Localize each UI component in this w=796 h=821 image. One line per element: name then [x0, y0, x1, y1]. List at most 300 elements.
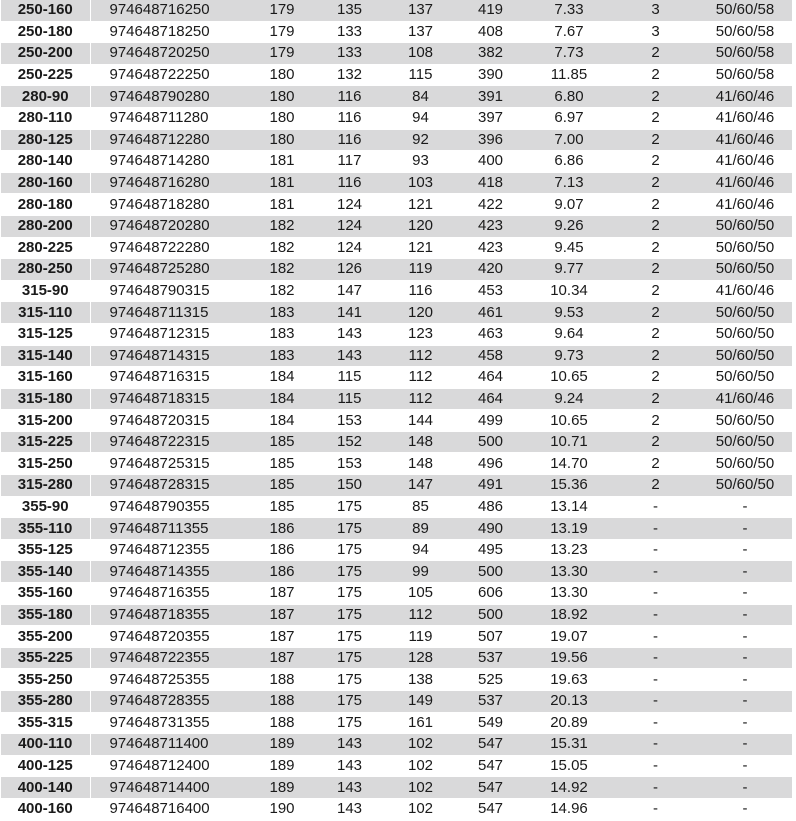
dim-a-cell: 183	[250, 323, 314, 345]
article-number-cell: 974648790355	[90, 496, 250, 518]
size-cell: 280-110	[1, 107, 90, 129]
dim-c-cell: 119	[385, 626, 456, 648]
size-cell: 400-125	[1, 755, 90, 777]
article-number-cell: 974648718315	[90, 388, 250, 410]
table-row	[1, 647, 792, 669]
count-cell: -	[613, 583, 698, 605]
ratio-cell: 50/60/50	[698, 345, 792, 367]
dim-a-cell: 186	[250, 561, 314, 583]
dim-c-cell: 148	[385, 431, 456, 453]
count-cell: 2	[613, 172, 698, 194]
size-cell: 315-110	[1, 302, 90, 324]
weight-cell: 9.73	[525, 345, 613, 367]
table-row	[1, 712, 792, 734]
dim-a-cell: 185	[250, 453, 314, 475]
dim-d-cell: 549	[456, 712, 525, 734]
ratio-cell: 50/60/50	[698, 237, 792, 259]
size-cell: 315-90	[1, 280, 90, 302]
dim-b-cell: 124	[314, 237, 385, 259]
ratio-cell: -	[698, 647, 792, 669]
count-cell: -	[613, 777, 698, 799]
size-cell: 355-90	[1, 496, 90, 518]
weight-cell: 7.00	[525, 129, 613, 151]
dim-b-cell: 124	[314, 215, 385, 237]
article-number-cell: 974648722280	[90, 237, 250, 259]
dim-a-cell: 186	[250, 539, 314, 561]
dim-a-cell: 182	[250, 237, 314, 259]
ratio-cell: 50/60/58	[698, 43, 792, 65]
ratio-cell: 50/60/58	[698, 0, 792, 21]
article-number-cell: 974648714355	[90, 561, 250, 583]
size-cell: 280-180	[1, 194, 90, 216]
dim-a-cell: 181	[250, 194, 314, 216]
article-number-cell: 974648716280	[90, 172, 250, 194]
ratio-cell: -	[698, 777, 792, 799]
ratio-cell: -	[698, 518, 792, 540]
dim-d-cell: 499	[456, 410, 525, 432]
weight-cell: 10.65	[525, 367, 613, 389]
count-cell: 2	[613, 453, 698, 475]
table-row	[1, 43, 792, 65]
dim-b-cell: 153	[314, 453, 385, 475]
weight-cell: 10.65	[525, 410, 613, 432]
size-cell: 315-225	[1, 431, 90, 453]
dim-d-cell: 453	[456, 280, 525, 302]
dim-b-cell: 135	[314, 0, 385, 21]
size-cell: 355-160	[1, 583, 90, 605]
weight-cell: 9.24	[525, 388, 613, 410]
weight-cell: 18.92	[525, 604, 613, 626]
size-cell: 250-180	[1, 21, 90, 43]
dim-c-cell: 108	[385, 43, 456, 65]
weight-cell: 15.36	[525, 475, 613, 497]
dim-a-cell: 179	[250, 43, 314, 65]
dim-b-cell: 133	[314, 21, 385, 43]
count-cell: -	[613, 734, 698, 756]
article-number-cell: 974648712355	[90, 539, 250, 561]
dim-d-cell: 458	[456, 345, 525, 367]
weight-cell: 14.70	[525, 453, 613, 475]
dim-d-cell: 547	[456, 798, 525, 820]
ratio-cell: -	[698, 691, 792, 713]
count-cell: 2	[613, 237, 698, 259]
dim-d-cell: 537	[456, 647, 525, 669]
dim-d-cell: 408	[456, 21, 525, 43]
dim-d-cell: 491	[456, 475, 525, 497]
article-number-cell: 974648711315	[90, 302, 250, 324]
ratio-cell: 50/60/50	[698, 367, 792, 389]
size-cell: 355-125	[1, 539, 90, 561]
table-row	[1, 323, 792, 345]
dim-c-cell: 161	[385, 712, 456, 734]
ratio-cell: 41/60/46	[698, 86, 792, 108]
article-number-cell: 974648712315	[90, 323, 250, 345]
article-number-cell: 974648716400	[90, 798, 250, 820]
size-cell: 355-250	[1, 669, 90, 691]
weight-cell: 7.73	[525, 43, 613, 65]
dim-c-cell: 94	[385, 539, 456, 561]
table-row	[1, 259, 792, 281]
weight-cell: 9.64	[525, 323, 613, 345]
ratio-cell: -	[698, 583, 792, 605]
size-cell: 355-280	[1, 691, 90, 713]
count-cell: 2	[613, 367, 698, 389]
table-row	[1, 151, 792, 173]
weight-cell: 10.71	[525, 431, 613, 453]
weight-cell: 19.56	[525, 647, 613, 669]
weight-cell: 20.89	[525, 712, 613, 734]
ratio-cell: 41/60/46	[698, 151, 792, 173]
table-row	[1, 107, 792, 129]
table-row	[1, 194, 792, 216]
ratio-cell: 41/60/46	[698, 280, 792, 302]
weight-cell: 20.13	[525, 691, 613, 713]
table-row	[1, 518, 792, 540]
count-cell: 2	[613, 215, 698, 237]
count-cell: 2	[613, 323, 698, 345]
dim-d-cell: 486	[456, 496, 525, 518]
dim-c-cell: 103	[385, 172, 456, 194]
dim-b-cell: 143	[314, 734, 385, 756]
article-number-cell: 974648722315	[90, 431, 250, 453]
table-row	[1, 431, 792, 453]
ratio-cell: 50/60/50	[698, 323, 792, 345]
dim-c-cell: 94	[385, 107, 456, 129]
table-row	[1, 280, 792, 302]
article-number-cell: 974648718280	[90, 194, 250, 216]
table-row	[1, 777, 792, 799]
size-cell: 355-200	[1, 626, 90, 648]
article-number-cell: 974648714315	[90, 345, 250, 367]
article-number-cell: 974648790280	[90, 86, 250, 108]
dim-d-cell: 396	[456, 129, 525, 151]
dim-a-cell: 183	[250, 345, 314, 367]
dim-c-cell: 147	[385, 475, 456, 497]
count-cell: 2	[613, 388, 698, 410]
dim-c-cell: 115	[385, 64, 456, 86]
size-cell: 280-140	[1, 151, 90, 173]
weight-cell: 9.26	[525, 215, 613, 237]
ratio-cell: 50/60/58	[698, 21, 792, 43]
count-cell: 2	[613, 345, 698, 367]
weight-cell: 7.13	[525, 172, 613, 194]
dim-d-cell: 390	[456, 64, 525, 86]
dim-a-cell: 188	[250, 712, 314, 734]
article-number-cell: 974648731355	[90, 712, 250, 734]
table-row	[1, 215, 792, 237]
count-cell: 2	[613, 129, 698, 151]
ratio-cell: 50/60/50	[698, 302, 792, 324]
weight-cell: 11.85	[525, 64, 613, 86]
dim-b-cell: 175	[314, 691, 385, 713]
count-cell: -	[613, 647, 698, 669]
size-cell: 315-140	[1, 345, 90, 367]
dim-a-cell: 180	[250, 129, 314, 151]
ratio-cell: -	[698, 734, 792, 756]
count-cell: 3	[613, 0, 698, 21]
table-row	[1, 64, 792, 86]
dim-a-cell: 180	[250, 107, 314, 129]
table-row	[1, 367, 792, 389]
table-row	[1, 0, 792, 21]
dim-d-cell: 500	[456, 431, 525, 453]
dim-b-cell: 143	[314, 323, 385, 345]
dim-d-cell: 422	[456, 194, 525, 216]
dim-c-cell: 99	[385, 561, 456, 583]
count-cell: -	[613, 518, 698, 540]
ratio-cell: 41/60/46	[698, 107, 792, 129]
weight-cell: 7.67	[525, 21, 613, 43]
dim-d-cell: 490	[456, 518, 525, 540]
weight-cell: 13.14	[525, 496, 613, 518]
dim-c-cell: 112	[385, 604, 456, 626]
ratio-cell: 50/60/50	[698, 410, 792, 432]
table-row	[1, 626, 792, 648]
dim-c-cell: 102	[385, 798, 456, 820]
table-row	[1, 302, 792, 324]
table-row	[1, 345, 792, 367]
count-cell: -	[613, 496, 698, 518]
table-row	[1, 691, 792, 713]
dim-d-cell: 547	[456, 734, 525, 756]
table-row	[1, 755, 792, 777]
weight-cell: 15.05	[525, 755, 613, 777]
dim-b-cell: 143	[314, 798, 385, 820]
dim-b-cell: 116	[314, 86, 385, 108]
count-cell: 2	[613, 259, 698, 281]
table-row	[1, 734, 792, 756]
size-cell: 250-200	[1, 43, 90, 65]
dim-a-cell: 188	[250, 669, 314, 691]
count-cell: 2	[613, 151, 698, 173]
dim-d-cell: 496	[456, 453, 525, 475]
count-cell: 3	[613, 21, 698, 43]
dim-b-cell: 153	[314, 410, 385, 432]
dim-b-cell: 116	[314, 107, 385, 129]
article-number-cell: 974648720250	[90, 43, 250, 65]
dim-c-cell: 138	[385, 669, 456, 691]
table-row	[1, 798, 792, 820]
size-cell: 355-225	[1, 647, 90, 669]
table-row	[1, 86, 792, 108]
table-row	[1, 539, 792, 561]
dim-c-cell: 128	[385, 647, 456, 669]
table-row	[1, 496, 792, 518]
article-number-cell: 974648790315	[90, 280, 250, 302]
dim-d-cell: 420	[456, 259, 525, 281]
article-number-cell: 974648711280	[90, 107, 250, 129]
dim-c-cell: 105	[385, 583, 456, 605]
size-cell: 315-250	[1, 453, 90, 475]
count-cell: -	[613, 626, 698, 648]
ratio-cell: 41/60/46	[698, 129, 792, 151]
ratio-cell: -	[698, 712, 792, 734]
dim-c-cell: 112	[385, 388, 456, 410]
dim-a-cell: 183	[250, 302, 314, 324]
size-cell: 400-110	[1, 734, 90, 756]
size-cell: 355-110	[1, 518, 90, 540]
dim-d-cell: 537	[456, 691, 525, 713]
article-number-cell: 974648712280	[90, 129, 250, 151]
table-row	[1, 129, 792, 151]
dim-b-cell: 175	[314, 539, 385, 561]
dim-b-cell: 175	[314, 604, 385, 626]
ratio-cell: 50/60/50	[698, 453, 792, 475]
size-cell: 355-180	[1, 604, 90, 626]
weight-cell: 13.23	[525, 539, 613, 561]
table-row	[1, 21, 792, 43]
dim-b-cell: 141	[314, 302, 385, 324]
table-row	[1, 237, 792, 259]
count-cell: -	[613, 669, 698, 691]
article-number-cell: 974648720355	[90, 626, 250, 648]
article-number-cell: 974648711355	[90, 518, 250, 540]
ratio-cell: 50/60/50	[698, 259, 792, 281]
dim-b-cell: 150	[314, 475, 385, 497]
article-number-cell: 974648714400	[90, 777, 250, 799]
ratio-cell: 50/60/50	[698, 215, 792, 237]
dim-b-cell: 143	[314, 345, 385, 367]
article-number-cell: 974648725280	[90, 259, 250, 281]
dim-c-cell: 112	[385, 345, 456, 367]
count-cell: 2	[613, 302, 698, 324]
dim-c-cell: 84	[385, 86, 456, 108]
dim-b-cell: 115	[314, 367, 385, 389]
dim-b-cell: 115	[314, 388, 385, 410]
dim-b-cell: 124	[314, 194, 385, 216]
weight-cell: 13.30	[525, 583, 613, 605]
dim-a-cell: 185	[250, 475, 314, 497]
ratio-cell: -	[698, 496, 792, 518]
dim-b-cell: 147	[314, 280, 385, 302]
article-number-cell: 974648716250	[90, 0, 250, 21]
dim-a-cell: 179	[250, 21, 314, 43]
dim-a-cell: 184	[250, 410, 314, 432]
table-row	[1, 172, 792, 194]
count-cell: -	[613, 604, 698, 626]
dim-a-cell: 179	[250, 0, 314, 21]
size-cell: 315-125	[1, 323, 90, 345]
table-row	[1, 410, 792, 432]
ratio-cell: -	[698, 539, 792, 561]
dim-a-cell: 180	[250, 86, 314, 108]
dim-d-cell: 397	[456, 107, 525, 129]
weight-cell: 9.53	[525, 302, 613, 324]
dim-c-cell: 120	[385, 302, 456, 324]
dim-a-cell: 189	[250, 734, 314, 756]
article-number-cell: 974648720280	[90, 215, 250, 237]
dim-c-cell: 93	[385, 151, 456, 173]
table-row	[1, 561, 792, 583]
size-cell: 355-140	[1, 561, 90, 583]
ratio-cell: 41/60/46	[698, 194, 792, 216]
dim-a-cell: 182	[250, 259, 314, 281]
ratio-cell: -	[698, 669, 792, 691]
dim-a-cell: 182	[250, 215, 314, 237]
dim-d-cell: 500	[456, 561, 525, 583]
dim-a-cell: 189	[250, 777, 314, 799]
dim-b-cell: 175	[314, 647, 385, 669]
weight-cell: 13.30	[525, 561, 613, 583]
weight-cell: 13.19	[525, 518, 613, 540]
dim-a-cell: 189	[250, 755, 314, 777]
dim-d-cell: 463	[456, 323, 525, 345]
table-row	[1, 669, 792, 691]
article-number-cell: 974648712400	[90, 755, 250, 777]
dim-d-cell: 382	[456, 43, 525, 65]
article-number-cell: 974648725355	[90, 669, 250, 691]
count-cell: 2	[613, 107, 698, 129]
article-number-cell: 974648716355	[90, 583, 250, 605]
dim-a-cell: 187	[250, 604, 314, 626]
weight-cell: 15.31	[525, 734, 613, 756]
article-number-cell: 974648718355	[90, 604, 250, 626]
size-cell: 315-200	[1, 410, 90, 432]
dim-a-cell: 181	[250, 151, 314, 173]
dim-b-cell: 143	[314, 755, 385, 777]
dim-d-cell: 464	[456, 388, 525, 410]
count-cell: 2	[613, 194, 698, 216]
dim-d-cell: 500	[456, 604, 525, 626]
weight-cell: 14.92	[525, 777, 613, 799]
dim-b-cell: 175	[314, 669, 385, 691]
count-cell: 2	[613, 280, 698, 302]
weight-cell: 6.86	[525, 151, 613, 173]
dim-c-cell: 148	[385, 453, 456, 475]
article-number-cell: 974648718250	[90, 21, 250, 43]
count-cell: -	[613, 561, 698, 583]
dim-b-cell: 175	[314, 561, 385, 583]
product-dimension-table	[1, 0, 792, 821]
dim-b-cell: 116	[314, 172, 385, 194]
article-number-cell: 974648716315	[90, 367, 250, 389]
article-number-cell: 974648722250	[90, 64, 250, 86]
table-row	[1, 475, 792, 497]
dim-a-cell: 181	[250, 172, 314, 194]
count-cell: -	[613, 755, 698, 777]
ratio-cell: 50/60/50	[698, 431, 792, 453]
weight-cell: 9.07	[525, 194, 613, 216]
size-cell: 250-160	[1, 0, 90, 21]
weight-cell: 19.63	[525, 669, 613, 691]
dim-d-cell: 495	[456, 539, 525, 561]
dim-b-cell: 133	[314, 43, 385, 65]
weight-cell: 9.77	[525, 259, 613, 281]
ratio-cell: 41/60/46	[698, 388, 792, 410]
dim-d-cell: 525	[456, 669, 525, 691]
size-cell: 280-200	[1, 215, 90, 237]
size-cell: 315-180	[1, 388, 90, 410]
dim-c-cell: 116	[385, 280, 456, 302]
count-cell: 2	[613, 475, 698, 497]
dim-c-cell: 121	[385, 237, 456, 259]
dim-c-cell: 92	[385, 129, 456, 151]
ratio-cell: -	[698, 798, 792, 820]
size-cell: 280-125	[1, 129, 90, 151]
table-row	[1, 388, 792, 410]
dim-c-cell: 112	[385, 367, 456, 389]
table-body	[1, 0, 792, 820]
article-number-cell: 974648711400	[90, 734, 250, 756]
size-cell: 280-250	[1, 259, 90, 281]
size-cell: 250-225	[1, 64, 90, 86]
weight-cell: 14.96	[525, 798, 613, 820]
ratio-cell: -	[698, 755, 792, 777]
dim-a-cell: 185	[250, 431, 314, 453]
weight-cell: 9.45	[525, 237, 613, 259]
dim-d-cell: 418	[456, 172, 525, 194]
dim-a-cell: 188	[250, 691, 314, 713]
